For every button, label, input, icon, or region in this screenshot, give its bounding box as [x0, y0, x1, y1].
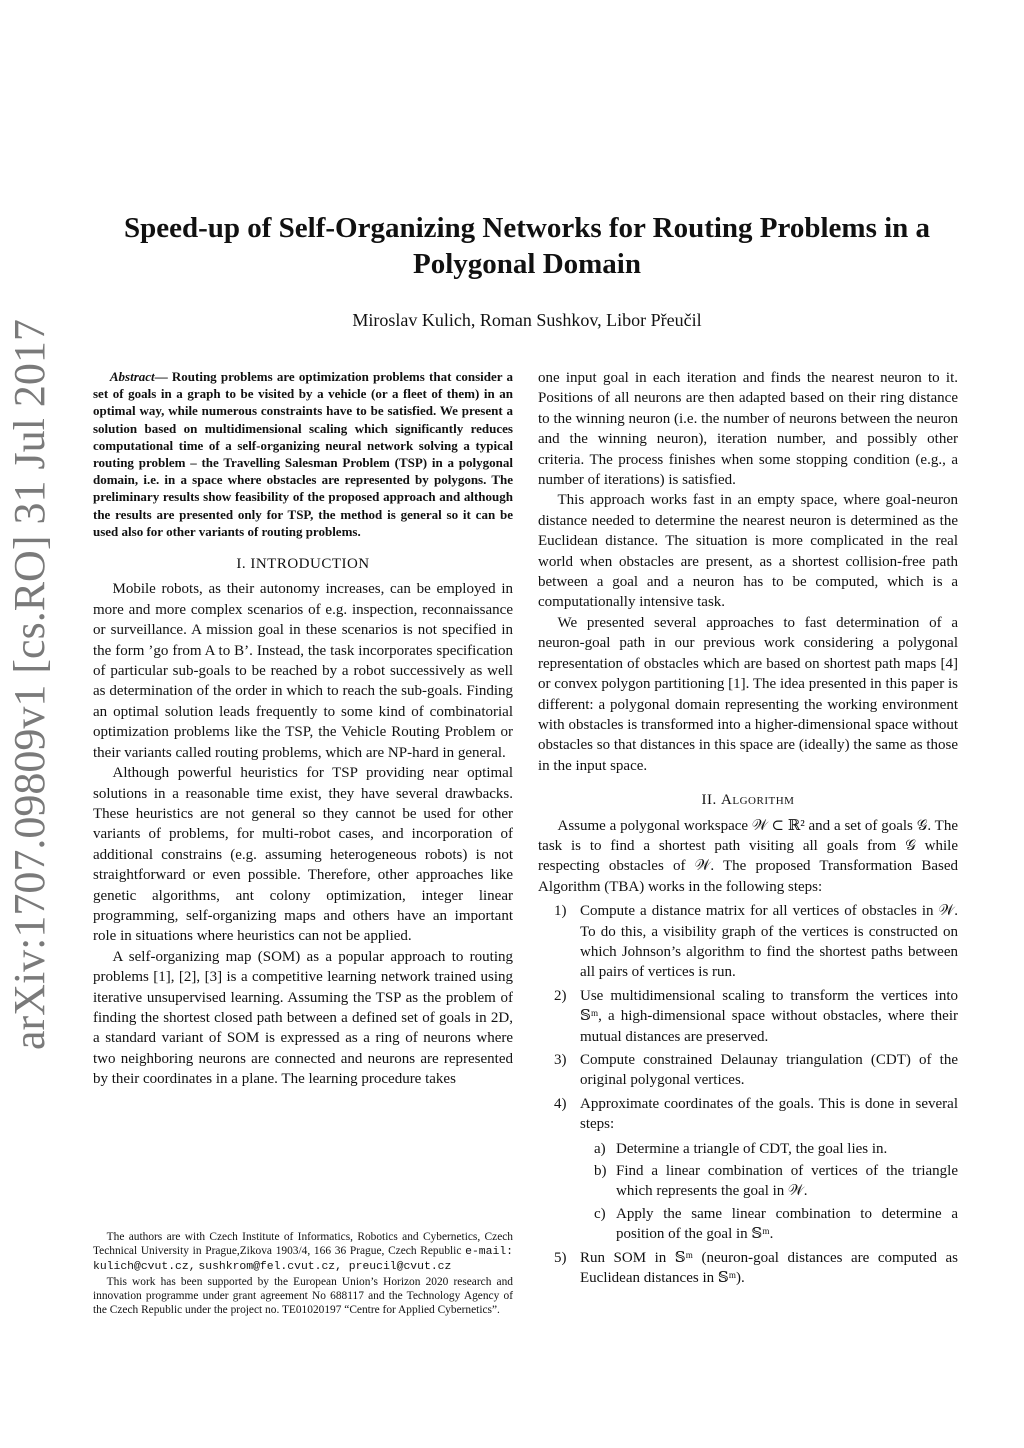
paragraph: Assume a polygonal workspace 𝒲 ⊂ ℝ² and a set of goals 𝒢. The task is to find a shortest path visiting all goals from 𝒢 while respecting obstacles of 𝒲. The proposed Transformation Based Algorithm (TBA) works in the following steps:: [538, 817, 958, 895]
left-column: [93, 368, 513, 1090]
sub-steps: [580, 1139, 958, 1245]
list-item: 3) Compute constrained Delaunay triangulation (CDT) of the original polygonal vertices.: [554, 1052, 958, 1089]
author-list: Miroslav Kulich, Roman Sushkov, Libor Přeučil: [352, 310, 702, 330]
list-item: a) Determine a triangle of CDT, the goal lies in.: [594, 1140, 888, 1157]
paragraph: We presented several approaches to fast determination of a neuron-goal path in our previous work considering a polygonal representation of obstacles which are based on shortest path maps [4] or convex polygon partitioning [1]. The idea presented in this paper is different: a polygonal domain representing the working environment with obstacles is transformed into a higher-dimensional space without obstacles so that distances in this space are (ideally) the same as those in the input space.: [538, 614, 958, 774]
paragraph: one input goal in each iteration and finds the nearest neuron to it. Positions of all neurons are then adapted based on their ring distance to the winning neuron (i.e. the number of neurons between the neuron and the winning neuron), iteration number, and possibly other criteria. The process finishes when some stopping condition (e.g., a number of iterations) is satisfied.: [538, 370, 958, 489]
paragraph: This approach works fast in an empty space, where goal-neuron distance needed to determine the nearest neuron is determined as the Euclidean distance. The situation is more complicated in the real world when obstacles are present, as a shortest collision-free path between a goal and a neuron has to be computed, which is a computationally intensive task.: [538, 492, 958, 611]
email-address[interactable]: sushkrom@fel.cvut.cz, preucil@cvut.cz: [198, 1261, 452, 1274]
paragraph: Although powerful heuristics for TSP providing near optimal solutions in a reasonable time exist, they have several drawbacks. These heuristics are not general so they cannot be used for other variants of problems, for multi-robot cases, and incorporation of additional constrains (e.g. assuming heterogeneous robots) is not straightforward or even possible. Therefore, other approaches like genetic algorithms, ant colony optimization, integer linear programming, self-organizing maps and others have an important role in situations where heuristics can not be applied.: [93, 765, 513, 945]
list-item: 2) Use multidimensional scaling to transform the vertices into 𝕊ᵐ, a high-dimensional space without obstacles, where their mutual distances are preserved.: [554, 987, 958, 1045]
abstract: [93, 368, 513, 540]
right-column: [538, 368, 958, 1291]
list-item: b) Find a linear combination of vertices of the triangle which represents the goal in 𝒲.: [594, 1163, 958, 1200]
email-label: e-mail:: [465, 1246, 513, 1259]
abstract-text: — Routing problems are optimization problems that consider a set of goals in a graph to be visited by a vehicle (or a fleet of them) in an optimal way, while numerous constraints have to be satisfied. We present a solution based on multidimensional scaling which significantly reduces computational time of a self-organizing neural network solving a typical routing problem – the Travelling Salesman Problem (TSP) in a polygonal domain, i.e. in a space where obstacles are represented by polygons. The preliminary results show feasibility of the proposed approach and although the results are presented only for TSP, the method is general so it can be used also for other variants of routing problems.: [93, 369, 513, 539]
abstract-label: Abstract: [109, 369, 155, 384]
section-heading-algorithm: II. Algorithm: [701, 792, 795, 809]
list-item: 5) Run SOM in 𝕊ᵐ (neuron-goal distances are computed as Euclidean distances in 𝕊ᵐ).: [554, 1249, 958, 1287]
paper-title: Speed-up of Self-Organizing Networks for Routing Problems in a Polygonal Domain: [123, 212, 931, 280]
footnote-funding: This work has been supported by the European Union’s Horizon 2020 research and innovation programme under grant agreement No 688117 and the Technology Agency of the Czech Republic under the project no. TE01020197 “Centre for Applied Cybernetics”.: [93, 1275, 513, 1317]
paragraph: A self-organizing map (SOM) as a popular approach to routing problems [1], [2], [3] is a competitive learning network trained using iterative unsupervised learning. Assuming the TSP as the problem of finding the shortest closed path between a defined set of goals in 2D, a standard variant of SOM is expressed as a ring of neurons where two neighboring neurons are connected and neurons are represented by their coordinates in a plane. The learning procedure takes: [93, 948, 513, 1088]
list-item: 1) Compute a distance matrix for all vertices of obstacles in 𝒲. To do this, a visibility graph of the vertices is constructed on which Johnson’s algorithm to find the shortest paths between all pairs of vertices is run.: [554, 903, 958, 981]
algorithm-steps: [538, 901, 958, 1288]
footnote-affiliation: The authors are with Czech Institute of Informatics, Robotics and Cybernetics, Czech Technical University in Prague,Zikova 1903/4, 166 36 Prague, Czech Republic e-mail: kulich@cvut.cz, sushkrom@fel.cvut.cz, preucil@cvut.cz: [93, 1231, 513, 1274]
list-item: 4) Approximate coordinates of the goals. This is done in several steps: a) Determine a triangle of CDT, the goal lies in. b) Find a linear combination of vertices of the triangle which represents the goal in 𝒲. c) Apply the same linear combination to determine a position of the goal in 𝕊ᵐ.: [538, 1094, 958, 1245]
section-heading-introduction: I. INTRODUCTION: [236, 556, 370, 573]
paragraph: Mobile robots, as their autonomy increases, can be employed in more and more complex scenarios of e.g. inspection, reconnaissance or surveillance. A mission goal in these scenarios is not specified in the form ’go from A to B’. Instead, the task incorporates specification of particular sub-goals to be reached by a robot successively as well as determination of the order in which to reach the sub-goals. Finding an optimal solution leads frequently to some kind of combinatorial optimization problems like the TSP, the Vehicle Routing Problem or their variants called routing problems, which are NP-hard in general.: [93, 581, 513, 761]
list-item: c) Apply the same linear combination to determine a position of the goal in 𝕊ᵐ.: [594, 1205, 958, 1243]
email-address[interactable]: kulich@cvut.cz,: [93, 1261, 196, 1274]
footnotes: [93, 1230, 513, 1317]
